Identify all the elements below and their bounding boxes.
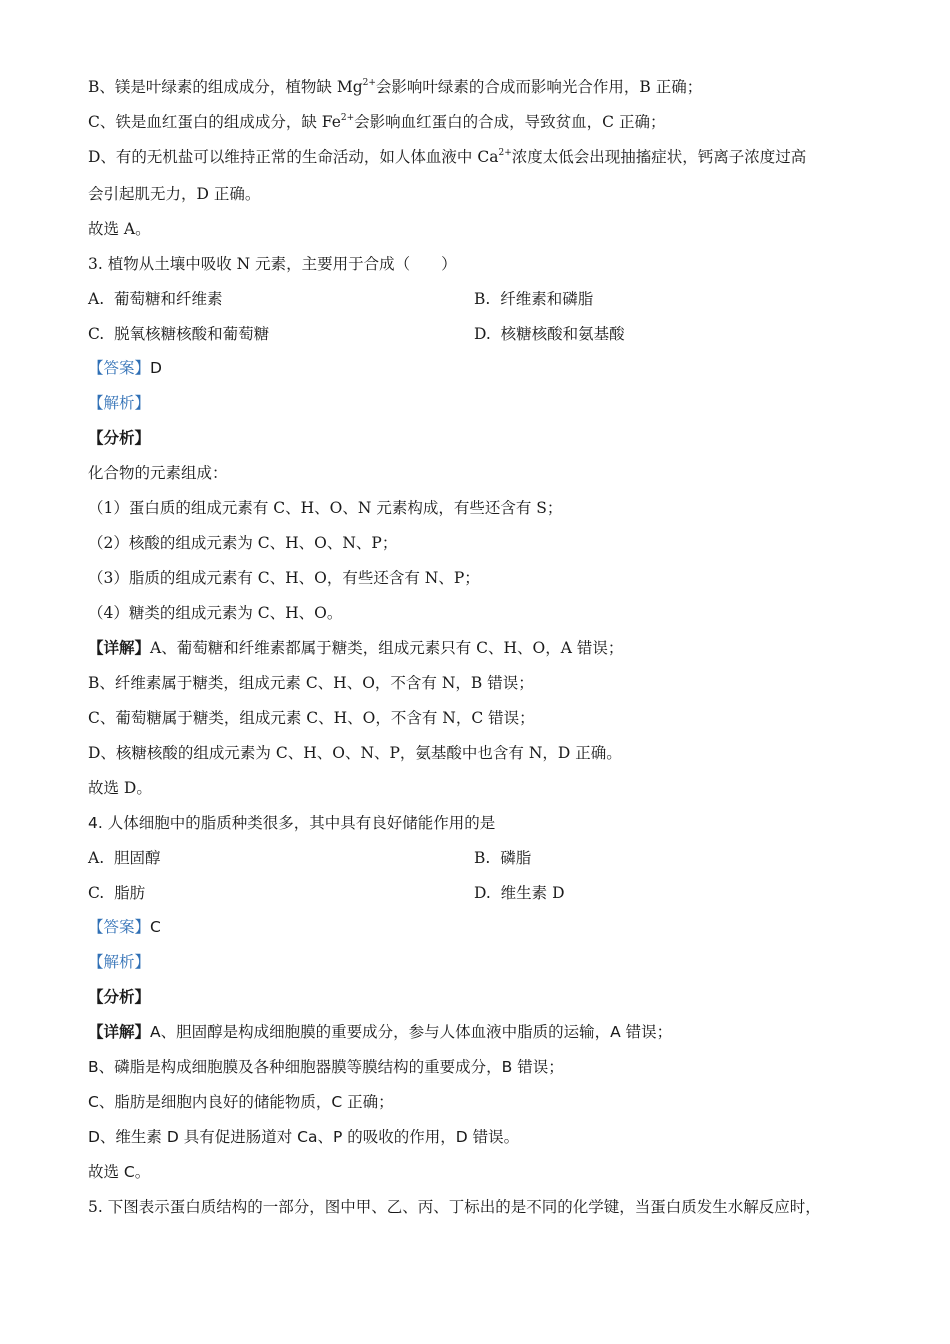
q3-analysis-3: （3）脂质的组成元素有 C、H、O，有些还含有 N、P； [88, 569, 480, 587]
q3-analysis-2: （2）核酸的组成元素为 C、H、O、N、P； [88, 534, 398, 552]
q4-choose: 故选 C。 [88, 1163, 151, 1181]
q4-option-a: A. 胆固醇 [88, 849, 161, 867]
q3-choose: 故选 D。 [88, 779, 152, 797]
q4-option-d: D. 维生素 D [474, 884, 565, 902]
q4-stem: 4. 人体细胞中的脂质种类很多，其中具有良好储能作用的是 [88, 814, 496, 832]
q3-detail-a: 【详解】A、葡萄糖和纤维素都属于糖类，组成元素只有 C、H、O，A 错误； [88, 639, 624, 657]
q4-detail-d: D、维生素 D 具有促进肠道对 Ca、P 的吸收的作用，D 错误。 [88, 1128, 520, 1146]
jiexi-tag: 【解析】 [88, 394, 151, 412]
prev-explain-b: B、镁是叶绿素的组成成分，植物缺 $Mg^{2+}$会影响叶绿素的合成而影响光合作用，B 正确； [88, 78, 703, 96]
detail-tag: 【详解】 [88, 639, 151, 657]
q3-option-b: B. 纤维素和磷脂 [474, 290, 594, 308]
q3-analysis-4: （4）糖类的组成元素为 C、H、O。 [88, 604, 343, 622]
q3-fenxi: 【分析】 [88, 429, 151, 447]
prev-explain-d-cont: 会引起肌无力，D 正确。 [88, 185, 261, 203]
q3-option-c: C. 脱氧核糖核酸和葡萄糖 [88, 325, 270, 343]
q3-answer: 【答案】D [88, 359, 162, 377]
detail-tag: 【详解】 [88, 1023, 151, 1041]
q4-fenxi: 【分析】 [88, 988, 151, 1006]
q5-stem: 5. 下图表示蛋白质结构的一部分，图中甲、乙、丙、丁标出的是不同的化学键，当蛋白质发生水解反应时， [88, 1198, 821, 1216]
q3-detail-b: B、纤维素属于糖类，组成元素 C、H、O，不含有 N，B 错误； [88, 674, 534, 692]
q3-stem: 3. 植物从土壤中吸收 N 元素，主要用于合成（ ） [88, 255, 457, 273]
q3-option-d: D. 核糖核酸和氨基酸 [474, 325, 625, 343]
jiexi-tag: 【解析】 [88, 953, 151, 971]
q4-jiexi [88, 951, 890, 973]
q3-jiexi [88, 392, 890, 414]
answer-tag: 【答案】 [88, 359, 151, 377]
q3-detail-d: D、核糖核酸的组成元素为 C、H、O、N、P，氨基酸中也含有 N，D 正确。 [88, 744, 622, 762]
q3-analysis-0: 化合物的元素组成： [88, 464, 228, 482]
q3-analysis-1: （1）蛋白质的组成元素有 C、H、O、N 元素构成，有些还含有 S； [88, 499, 563, 517]
q4-answer: 【答案】C [88, 918, 161, 936]
q4-detail-a: 【详解】A、胆固醇是构成细胞膜的重要成分，参与人体血液中脂质的运输，A 错误； [88, 1023, 673, 1041]
prev-explain-c: C、铁是血红蛋白的组成成分，缺 $Fe^{2+}$会影响血红蛋白的合成，导致贫血，C 正确； [88, 113, 666, 131]
prev-explain-d: D、有的无机盐可以维持正常的生命活动，如人体血液中 $Ca^{2+}$浓度太低会出现抽搐症状，钙离子浓度过高 [88, 148, 807, 166]
prev-choose: 故选 A。 [88, 220, 151, 238]
q4-option-c: C. 脂肪 [88, 884, 146, 902]
answer-tag: 【答案】 [88, 918, 151, 936]
q4-detail-c: C、脂肪是细胞内良好的储能物质，C 正确； [88, 1093, 394, 1111]
q3-option-a: A. 葡萄糖和纤维素 [88, 290, 223, 308]
q4-option-b: B. 磷脂 [474, 849, 532, 867]
q4-detail-b: B、磷脂是构成细胞膜及各种细胞器膜等膜结构的重要成分，B 错误； [88, 1058, 564, 1076]
q3-detail-c: C、葡萄糖属于糖类，组成元素 C、H、O，不含有 N，C 错误； [88, 709, 535, 727]
